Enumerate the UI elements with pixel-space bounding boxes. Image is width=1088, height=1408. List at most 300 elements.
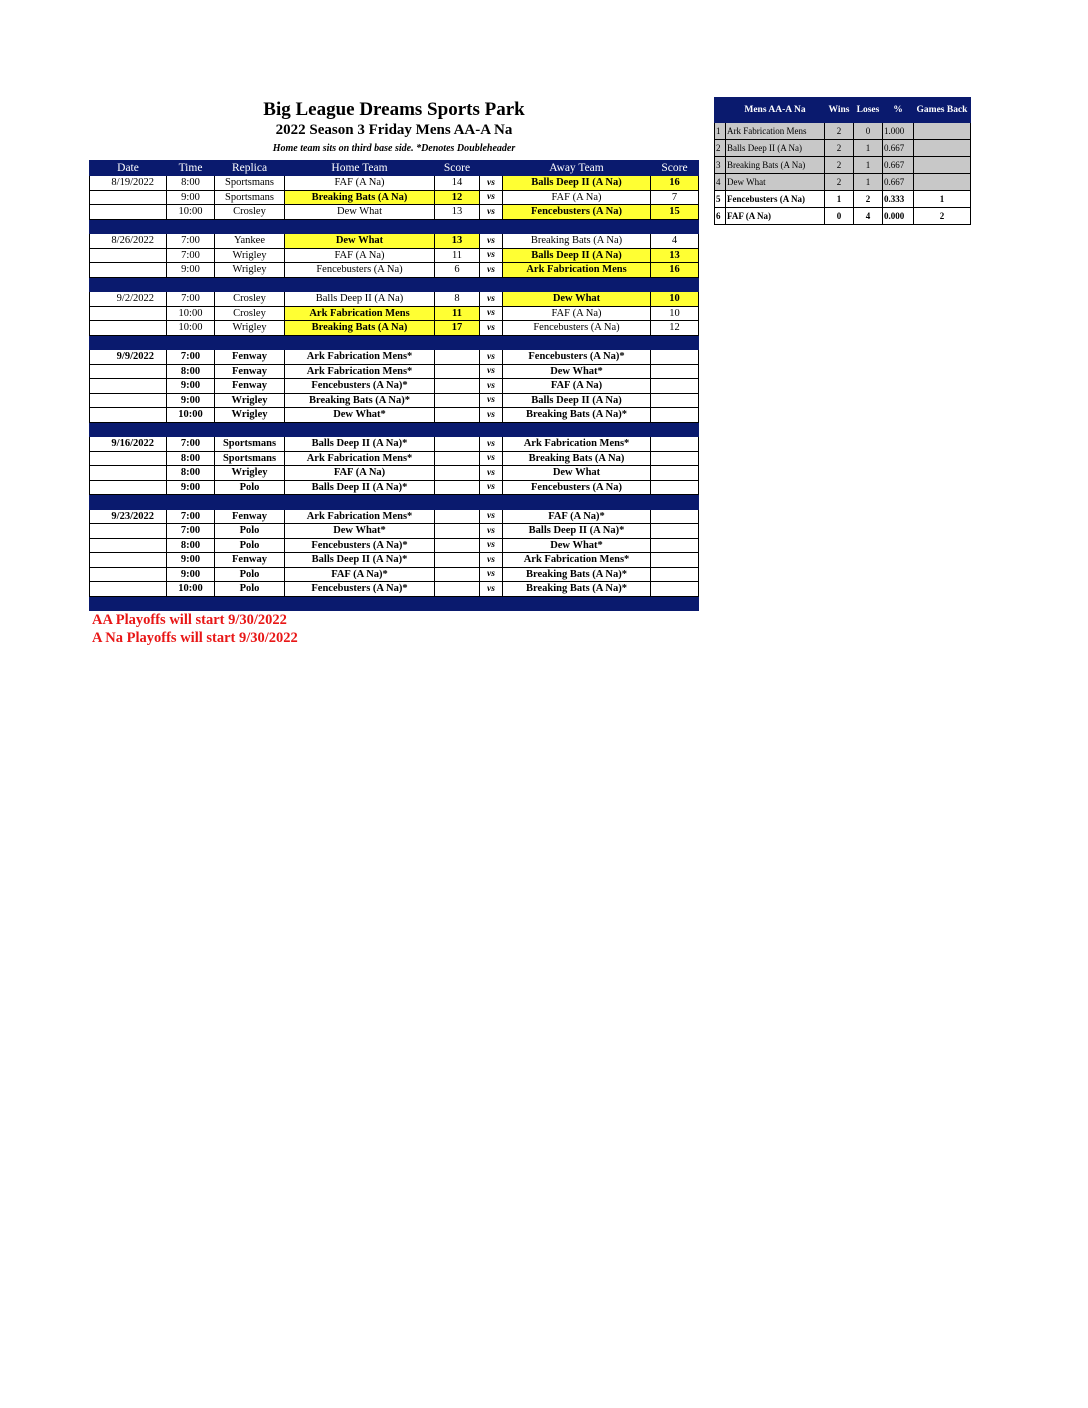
home-score	[435, 538, 480, 553]
vs-label: vs	[480, 451, 503, 466]
away-score	[651, 524, 699, 539]
home-team: Fencebusters (A Na)*	[285, 379, 435, 394]
home-score	[435, 553, 480, 568]
away-team: Breaking Bats (A Na)*	[503, 567, 651, 582]
standings-loses: 1	[854, 140, 883, 157]
week-separator-row	[90, 335, 699, 350]
vs-label: vs	[480, 248, 503, 263]
game-row	[90, 350, 699, 365]
separator-cell	[651, 495, 699, 510]
game-date	[90, 263, 167, 278]
separator-cell	[90, 422, 167, 437]
separator-cell	[435, 219, 480, 234]
away-team: FAF (A Na)	[503, 379, 651, 394]
home-team: Fencebusters (A Na)*	[285, 538, 435, 553]
standings-rank: 1	[715, 123, 726, 140]
separator-cell	[285, 596, 435, 611]
vs-label: vs	[480, 437, 503, 452]
home-team: Ark Fabrication Mens*	[285, 364, 435, 379]
game-date: 9/9/2022	[90, 350, 167, 365]
game-row	[90, 408, 699, 423]
game-replica: Crosley	[215, 292, 285, 307]
game-time: 9:00	[167, 480, 215, 495]
game-row	[90, 553, 699, 568]
vs-label: vs	[480, 408, 503, 423]
vs-label: vs	[480, 524, 503, 539]
separator-cell	[435, 335, 480, 350]
away-score: 16	[651, 176, 699, 191]
schedule-table	[89, 160, 699, 611]
home-team: Balls Deep II (A Na)*	[285, 480, 435, 495]
standings-rank: 5	[715, 191, 726, 208]
game-replica: Crosley	[215, 205, 285, 220]
game-time: 9:00	[167, 263, 215, 278]
away-team: Balls Deep II (A Na)	[503, 248, 651, 263]
separator-cell	[215, 219, 285, 234]
away-team: Ark Fabrication Mens*	[503, 437, 651, 452]
home-score: 12	[435, 190, 480, 205]
col-away-team: Away Team	[503, 161, 651, 176]
home-score: 11	[435, 248, 480, 263]
game-time: 7:00	[167, 234, 215, 249]
standings-team: Dew What	[726, 174, 825, 191]
vs-label: vs	[480, 567, 503, 582]
game-date	[90, 524, 167, 539]
home-team: FAF (A Na)	[285, 176, 435, 191]
game-row	[90, 437, 699, 452]
game-row	[90, 582, 699, 597]
away-team: Fencebusters (A Na)*	[503, 350, 651, 365]
separator-cell	[167, 495, 215, 510]
standings-team: FAF (A Na)	[726, 208, 825, 225]
separator-cell	[90, 335, 167, 350]
game-time: 10:00	[167, 306, 215, 321]
away-team: Dew What	[503, 466, 651, 481]
away-score	[651, 582, 699, 597]
away-team: Fencebusters (A Na)	[503, 480, 651, 495]
home-score: 13	[435, 234, 480, 249]
game-date	[90, 190, 167, 205]
game-row	[90, 306, 699, 321]
standings-loses: 4	[854, 208, 883, 225]
standings-games-back	[914, 123, 971, 140]
game-date	[90, 567, 167, 582]
home-team: Dew What*	[285, 524, 435, 539]
vs-label: vs	[480, 350, 503, 365]
game-time: 9:00	[167, 190, 215, 205]
home-score	[435, 437, 480, 452]
standings-row	[715, 174, 971, 191]
separator-cell	[167, 219, 215, 234]
separator-cell	[503, 495, 651, 510]
standings-col-division: Mens AA-A Na	[726, 98, 825, 123]
game-date	[90, 408, 167, 423]
away-team: Ark Fabrication Mens*	[503, 553, 651, 568]
home-score	[435, 393, 480, 408]
standings-row	[715, 123, 971, 140]
away-score	[651, 567, 699, 582]
away-team: FAF (A Na)	[503, 306, 651, 321]
game-row	[90, 451, 699, 466]
separator-cell	[480, 277, 503, 292]
away-team: Fencebusters (A Na)	[503, 205, 651, 220]
game-row	[90, 263, 699, 278]
standings-loses: 0	[854, 123, 883, 140]
away-score: 7	[651, 190, 699, 205]
game-time: 9:00	[167, 553, 215, 568]
game-replica: Wrigley	[215, 408, 285, 423]
away-team: Breaking Bats (A Na)	[503, 234, 651, 249]
separator-cell	[503, 277, 651, 292]
vs-label: vs	[480, 480, 503, 495]
game-date	[90, 538, 167, 553]
away-team: Dew What*	[503, 538, 651, 553]
home-team: FAF (A Na)	[285, 248, 435, 263]
game-date: 9/2/2022	[90, 292, 167, 307]
home-team: Balls Deep II (A Na)	[285, 292, 435, 307]
game-replica: Sportsmans	[215, 451, 285, 466]
home-score: 13	[435, 205, 480, 220]
home-score	[435, 466, 480, 481]
game-date	[90, 205, 167, 220]
home-team: Dew What	[285, 205, 435, 220]
away-score	[651, 379, 699, 394]
game-row	[90, 538, 699, 553]
standings-pct: 0.667	[883, 174, 914, 191]
game-time: 9:00	[167, 393, 215, 408]
game-date	[90, 451, 167, 466]
away-score: 15	[651, 205, 699, 220]
standings-games-back	[914, 174, 971, 191]
game-time: 10:00	[167, 205, 215, 220]
home-team: Fencebusters (A Na)	[285, 263, 435, 278]
home-team: Breaking Bats (A Na)	[285, 190, 435, 205]
separator-cell	[503, 422, 651, 437]
game-time: 7:00	[167, 248, 215, 263]
away-score	[651, 553, 699, 568]
home-team: Fencebusters (A Na)*	[285, 582, 435, 597]
game-time: 8:00	[167, 176, 215, 191]
separator-cell	[285, 277, 435, 292]
away-score	[651, 408, 699, 423]
standings-rank: 2	[715, 140, 726, 157]
separator-cell	[90, 277, 167, 292]
game-row	[90, 567, 699, 582]
separator-cell	[167, 596, 215, 611]
game-date	[90, 466, 167, 481]
game-time: 8:00	[167, 364, 215, 379]
standings-body	[715, 123, 971, 225]
home-team: Ark Fabrication Mens	[285, 306, 435, 321]
game-date	[90, 248, 167, 263]
standings-row	[715, 208, 971, 225]
game-row	[90, 176, 699, 191]
home-team: Dew What*	[285, 408, 435, 423]
away-team: Dew What*	[503, 364, 651, 379]
col-home-score: Score	[435, 161, 480, 176]
vs-label: vs	[480, 364, 503, 379]
away-team: FAF (A Na)*	[503, 509, 651, 524]
home-score	[435, 364, 480, 379]
game-time: 7:00	[167, 437, 215, 452]
home-score: 6	[435, 263, 480, 278]
vs-label: vs	[480, 393, 503, 408]
game-time: 8:00	[167, 466, 215, 481]
game-row	[90, 480, 699, 495]
home-score	[435, 582, 480, 597]
standings-rank: 4	[715, 174, 726, 191]
away-team: Ark Fabrication Mens	[503, 263, 651, 278]
vs-label: vs	[480, 234, 503, 249]
separator-cell	[215, 495, 285, 510]
away-score: 10	[651, 292, 699, 307]
page-title: Big League Dreams Sports Park	[263, 99, 525, 120]
game-replica: Polo	[215, 582, 285, 597]
separator-cell	[480, 335, 503, 350]
game-date	[90, 582, 167, 597]
away-team: Fencebusters (A Na)	[503, 321, 651, 336]
separator-cell	[167, 422, 215, 437]
game-time: 7:00	[167, 350, 215, 365]
game-replica: Polo	[215, 524, 285, 539]
game-replica: Sportsmans	[215, 437, 285, 452]
away-score	[651, 509, 699, 524]
home-score: 17	[435, 321, 480, 336]
home-score	[435, 567, 480, 582]
standings-team: Balls Deep II (A Na)	[726, 140, 825, 157]
away-score	[651, 437, 699, 452]
game-replica: Sportsmans	[215, 190, 285, 205]
game-time: 9:00	[167, 567, 215, 582]
separator-cell	[480, 596, 503, 611]
separator-cell	[167, 335, 215, 350]
aa-playoffs-notice: AA Playoffs will start 9/30/2022	[92, 612, 287, 628]
standings-games-back	[914, 157, 971, 174]
separator-cell	[503, 596, 651, 611]
away-score: 10	[651, 306, 699, 321]
game-date	[90, 393, 167, 408]
separator-cell	[651, 219, 699, 234]
separator-cell	[90, 495, 167, 510]
standings-loses: 1	[854, 157, 883, 174]
standings-col-pct: %	[883, 98, 914, 123]
col-time: Time	[167, 161, 215, 176]
col-vs	[480, 161, 503, 176]
standings-col-rank	[715, 98, 726, 123]
separator-cell	[215, 277, 285, 292]
vs-label: vs	[480, 205, 503, 220]
home-team: Ark Fabrication Mens*	[285, 509, 435, 524]
home-score	[435, 379, 480, 394]
home-score	[435, 451, 480, 466]
home-team: FAF (A Na)	[285, 466, 435, 481]
separator-cell	[90, 596, 167, 611]
separator-cell	[651, 277, 699, 292]
col-date: Date	[90, 161, 167, 176]
standings-row	[715, 191, 971, 208]
vs-label: vs	[480, 582, 503, 597]
home-team: Dew What	[285, 234, 435, 249]
separator-cell	[215, 422, 285, 437]
game-replica: Sportsmans	[215, 176, 285, 191]
home-score: 8	[435, 292, 480, 307]
standings-games-back	[914, 140, 971, 157]
game-time: 7:00	[167, 524, 215, 539]
standings-team: Breaking Bats (A Na)	[726, 157, 825, 174]
game-replica: Yankee	[215, 234, 285, 249]
vs-label: vs	[480, 466, 503, 481]
standings-pct: 0.000	[883, 208, 914, 225]
separator-cell	[285, 219, 435, 234]
game-row	[90, 364, 699, 379]
game-date: 9/16/2022	[90, 437, 167, 452]
game-date	[90, 306, 167, 321]
game-row	[90, 205, 699, 220]
game-date	[90, 480, 167, 495]
standings-table	[714, 97, 971, 225]
away-team: Balls Deep II (A Na)*	[503, 524, 651, 539]
vs-label: vs	[480, 306, 503, 321]
vs-label: vs	[480, 509, 503, 524]
game-replica: Fenway	[215, 553, 285, 568]
away-team: Breaking Bats (A Na)	[503, 451, 651, 466]
game-row	[90, 379, 699, 394]
home-team: Balls Deep II (A Na)*	[285, 437, 435, 452]
game-replica: Wrigley	[215, 263, 285, 278]
game-replica: Polo	[215, 567, 285, 582]
game-time: 8:00	[167, 451, 215, 466]
away-team: Dew What	[503, 292, 651, 307]
game-row	[90, 321, 699, 336]
game-row	[90, 292, 699, 307]
col-replica: Replica	[215, 161, 285, 176]
game-date	[90, 321, 167, 336]
standings-wins: 2	[825, 140, 854, 157]
vs-label: vs	[480, 263, 503, 278]
separator-cell	[480, 495, 503, 510]
game-replica: Fenway	[215, 350, 285, 365]
game-date: 8/26/2022	[90, 234, 167, 249]
standings-header-row	[715, 98, 971, 123]
away-team: Balls Deep II (A Na)	[503, 393, 651, 408]
away-score	[651, 393, 699, 408]
away-score: 4	[651, 234, 699, 249]
game-replica: Wrigley	[215, 248, 285, 263]
away-score	[651, 480, 699, 495]
standings-row	[715, 140, 971, 157]
separator-cell	[480, 219, 503, 234]
vs-label: vs	[480, 553, 503, 568]
away-team: Breaking Bats (A Na)*	[503, 408, 651, 423]
standings-wins: 2	[825, 123, 854, 140]
home-score	[435, 509, 480, 524]
game-time: 8:00	[167, 538, 215, 553]
game-replica: Fenway	[215, 379, 285, 394]
game-date	[90, 379, 167, 394]
home-team: Ark Fabrication Mens*	[285, 451, 435, 466]
separator-cell	[435, 277, 480, 292]
game-time: 7:00	[167, 292, 215, 307]
separator-cell	[435, 495, 480, 510]
standings-pct: 0.333	[883, 191, 914, 208]
away-score	[651, 451, 699, 466]
game-date: 9/23/2022	[90, 509, 167, 524]
separator-cell	[285, 335, 435, 350]
vs-label: vs	[480, 379, 503, 394]
home-team: Breaking Bats (A Na)	[285, 321, 435, 336]
separator-cell	[435, 422, 480, 437]
game-time: 10:00	[167, 582, 215, 597]
standings-pct: 1.000	[883, 123, 914, 140]
game-replica: Fenway	[215, 509, 285, 524]
game-date	[90, 364, 167, 379]
away-team: Balls Deep II (A Na)	[503, 176, 651, 191]
week-separator-row	[90, 596, 699, 611]
away-score	[651, 350, 699, 365]
home-team: Balls Deep II (A Na)*	[285, 553, 435, 568]
home-score: 11	[435, 306, 480, 321]
game-date: 8/19/2022	[90, 176, 167, 191]
standings-loses: 2	[854, 191, 883, 208]
separator-cell	[215, 596, 285, 611]
standings-pct: 0.667	[883, 140, 914, 157]
game-time: 7:00	[167, 509, 215, 524]
standings-col-wins: Wins	[825, 98, 854, 123]
separator-cell	[167, 277, 215, 292]
vs-label: vs	[480, 292, 503, 307]
game-replica: Wrigley	[215, 466, 285, 481]
home-score	[435, 408, 480, 423]
week-separator-row	[90, 277, 699, 292]
home-team-note: Home team sits on third base side. *Denotes Doubleheader	[272, 143, 516, 154]
separator-cell	[503, 335, 651, 350]
vs-label: vs	[480, 190, 503, 205]
game-time: 10:00	[167, 408, 215, 423]
game-replica: Crosley	[215, 306, 285, 321]
week-separator-row	[90, 495, 699, 510]
game-row	[90, 248, 699, 263]
standings-rank: 3	[715, 157, 726, 174]
away-score: 16	[651, 263, 699, 278]
away-score: 13	[651, 248, 699, 263]
home-score: 14	[435, 176, 480, 191]
separator-cell	[480, 422, 503, 437]
standings-games-back: 1	[914, 191, 971, 208]
game-row	[90, 190, 699, 205]
standings-wins: 1	[825, 191, 854, 208]
game-replica: Polo	[215, 480, 285, 495]
away-score	[651, 364, 699, 379]
away-team: Breaking Bats (A Na)*	[503, 582, 651, 597]
standings-rank: 6	[715, 208, 726, 225]
standings-col-loses: Loses	[854, 98, 883, 123]
schedule-header-row	[90, 161, 699, 176]
standings-wins: 2	[825, 174, 854, 191]
separator-cell	[651, 335, 699, 350]
away-team: FAF (A Na)	[503, 190, 651, 205]
schedule-body	[90, 176, 699, 611]
vs-label: vs	[480, 176, 503, 191]
home-team: Breaking Bats (A Na)*	[285, 393, 435, 408]
away-score	[651, 466, 699, 481]
game-row	[90, 524, 699, 539]
col-away-score: Score	[651, 161, 699, 176]
separator-cell	[285, 422, 435, 437]
game-row	[90, 393, 699, 408]
standings-team: Ark Fabrication Mens	[726, 123, 825, 140]
separator-cell	[651, 596, 699, 611]
separator-cell	[215, 335, 285, 350]
